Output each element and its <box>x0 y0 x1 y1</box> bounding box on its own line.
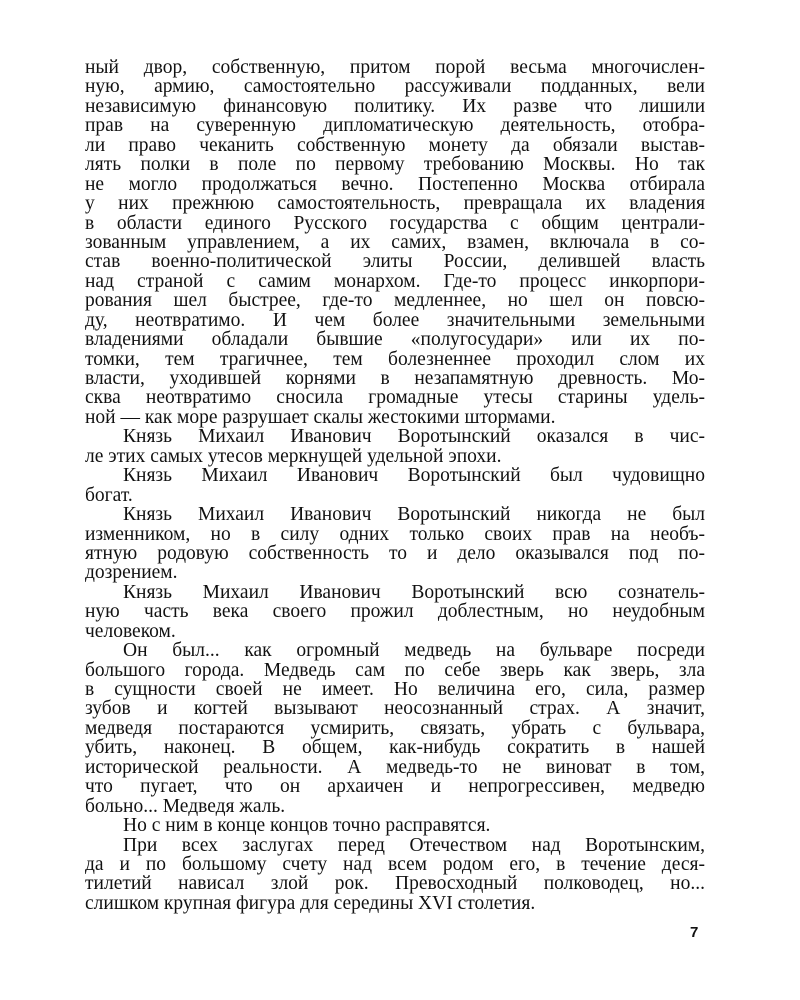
paragraph <box>85 836 705 914</box>
text-line: Но с ним в конце концов точно расправятся. <box>123 815 491 837</box>
text-line: прав на суверенную дипломатическую деятельность, отобра- <box>85 115 705 137</box>
text-line: у них прежнюю самостоятельность, превращала их владения <box>85 193 705 215</box>
paragraph <box>85 583 705 641</box>
text-line: ду, неотвратимо. И чем более значительными земельными <box>85 309 705 331</box>
paragraph <box>85 505 705 583</box>
text-line: человеком. <box>85 620 176 642</box>
text-line: владениями обладали бывшие «полугосудари» или их по- <box>85 329 705 351</box>
text-line: дозрением. <box>85 562 178 584</box>
text-line: став военно-политической элиты России, делившей власть <box>85 251 705 273</box>
text-line: да и по большому счету над всем родом его, в течение деся- <box>85 853 705 875</box>
paragraph <box>85 58 705 427</box>
text-line: убить, наконец. В общем, как-нибудь сократить в нашей <box>85 737 705 759</box>
text-line: ный двор, собственную, притом порой весьма многочислен- <box>85 57 705 78</box>
text-line: большого города. Медведь сам по себе зверь как зверь, зла <box>85 659 705 681</box>
text-line: При всех заслугах перед Отечеством над Воротынским, <box>123 834 705 856</box>
text-line: Князь Михаил Иванович Воротынский всю сознатель- <box>123 581 705 603</box>
text-line: зубов и когтей вызывают неосознанный страх. А значит, <box>85 698 705 720</box>
text-line: тилетий нависал злой рок. Превосходный полководец, но... <box>85 873 705 895</box>
text-line: Он был... как огромный медведь на бульваре посреди <box>123 640 705 662</box>
text-line: ли право чеканить собственную монету да обязали выстав- <box>85 134 705 156</box>
text-line: в сущности своей не имеет. Но величина его, сила, размер <box>85 679 705 700</box>
text-line: медведя постараются усмирить, связать, убрать с бульвара, <box>85 717 705 739</box>
text-line: богат. <box>85 484 133 506</box>
text-line: лять полки в поле по первому требованию Москвы. Но так <box>85 154 705 176</box>
paragraph <box>85 466 705 505</box>
text-line: что пугает, что он архаичен и непрогрессивен, медведю <box>85 776 705 798</box>
text-line: слишком крупная фигура для середины XVI столетия. <box>85 892 536 914</box>
text-line: над страной с самим монархом. Где-то процесс инкорпори- <box>85 270 705 292</box>
text-line: ятную родовую собственность то и дело оказывался под по- <box>85 542 705 564</box>
text-line: ную часть века своего прожил доблестным, но неудобным <box>85 601 705 623</box>
text-line: Князь Михаил Иванович Воротынский был чудовищно <box>123 465 705 487</box>
text-line: ле этих самых утесов меркнущей удельной эпохи. <box>85 445 502 467</box>
text-line: Князь Михаил Иванович Воротынский оказался в чис- <box>123 426 705 448</box>
text-line: исторической реальности. А медведь-то не виноват в том, <box>85 756 705 778</box>
text-line: сква неотвратимо сносила громадные утесы старины удель- <box>85 387 705 409</box>
text-line: томки, тем трагичнее, тем болезненнее проходил слом их <box>85 348 705 370</box>
text-line: изменником, но в силу одних только своих прав на необъ- <box>85 523 705 545</box>
text-line: Князь Михаил Иванович Воротынский никогда не был <box>123 504 705 526</box>
page-body <box>85 58 705 913</box>
page-number: 7 <box>690 924 699 941</box>
text-line: рования шел быстрее, где-то медленнее, но шел он повсю- <box>85 290 705 312</box>
text-line: больно... Медведя жаль. <box>85 795 286 817</box>
text-line: ную, армию, самостоятельно рассуживали подданных, вели <box>85 76 705 98</box>
text-line: власти, уходившей корнями в незапамятную древность. Мо- <box>85 368 705 389</box>
text-line: независимую финансовую политику. Их разве что лишили <box>85 95 705 117</box>
paragraph <box>85 641 705 816</box>
paragraph <box>85 427 705 466</box>
text-line: в области единого Русского государства с общим централи- <box>85 212 705 234</box>
paragraph <box>85 816 705 835</box>
text-line: не могло продолжаться вечно. Постепенно Москва отбирала <box>85 173 705 195</box>
text-line: зованным управлением, а их самих, взамен, включала в со- <box>85 231 705 253</box>
text-line: ной — как море разрушает скалы жестокими штормами. <box>85 406 556 428</box>
